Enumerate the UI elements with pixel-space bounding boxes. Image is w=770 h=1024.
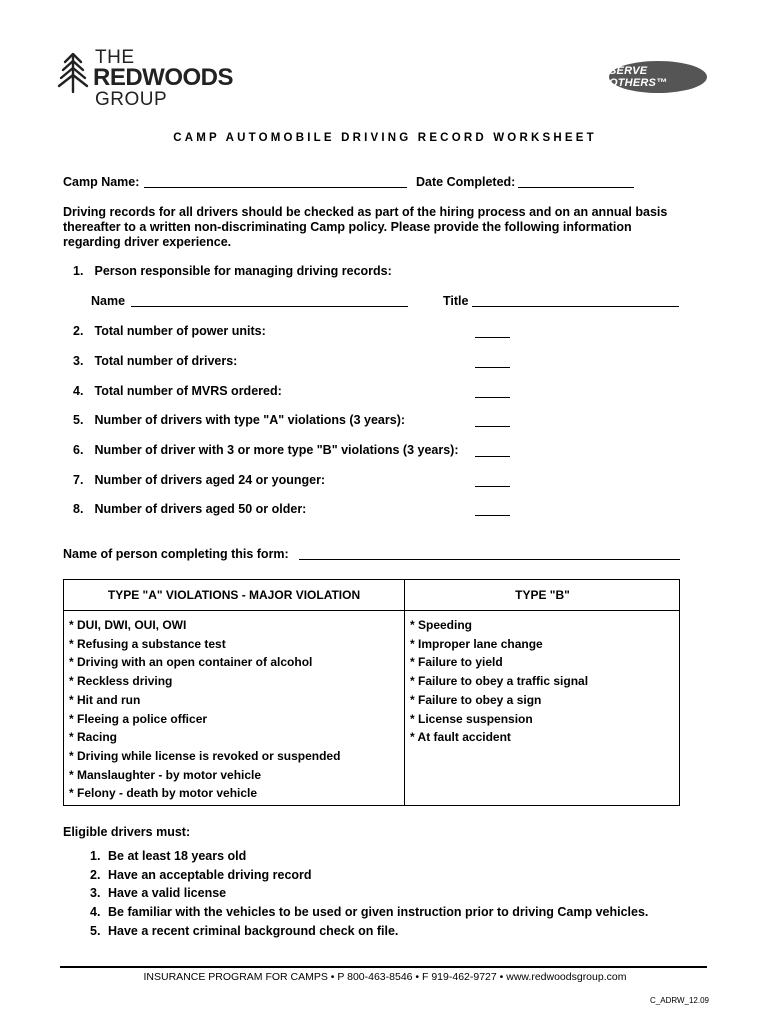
item-number: 2. [90,867,101,882]
question-number: 8. [73,502,84,516]
logo-line-group: GROUP [95,89,168,110]
camp-name-label: Camp Name: [63,175,140,189]
item-text: Have an acceptable driving record [108,867,312,882]
question-text: Number of driver with 3 or more type "B" violations (3 years): [94,443,459,457]
violations-table [63,579,680,806]
item-number: 1. [90,849,101,863]
tree-logo-icon [55,52,91,94]
question-4 [73,384,282,398]
eligible-list [90,847,648,941]
list-item: * Driving with an open container of alcohol [69,655,313,670]
question-1 [73,264,392,278]
question-4-answer[interactable] [475,397,510,398]
list-item: * DUI, DWI, OUI, OWI [69,618,187,632]
eligible-heading: Eligible drivers must: [63,825,191,839]
list-item: * Racing [69,730,118,745]
list-item: * Reckless driving [69,674,173,689]
question-number: 3. [73,354,84,368]
list-item: * Improper lane change [410,636,543,651]
responsible-name-label: Name [91,294,126,308]
responsible-name-field[interactable] [131,306,408,307]
question-8-answer[interactable] [475,515,510,516]
serve-others-badge: SERVE OTHERS™ [609,61,707,93]
responsible-title-field[interactable] [472,306,679,307]
list-item: * Felony - death by motor vehicle [69,786,258,801]
list-item [90,866,648,885]
table-column-divider [404,580,405,805]
list-item: * Failure to yield [410,655,503,670]
list-item: * At fault accident [410,730,511,745]
list-item: * Failure to obey a sign [410,692,542,707]
question-2 [73,324,266,338]
question-2-answer[interactable] [475,337,510,338]
question-text: Number of drivers with type "A" violations (3 years): [94,413,406,427]
question-text: Person responsible for managing driving records: [94,264,392,278]
question-text: Total number of drivers: [94,354,238,368]
table-header-divider [64,610,679,611]
type-b-list [410,616,588,747]
date-completed-label: Date Completed: [416,175,516,189]
question-number: 6. [73,443,84,457]
list-item [90,884,648,903]
item-text: Be familiar with the vehicles to be used or given instruction prior to driving Camp vehicles. [108,905,649,920]
question-number: 7. [73,473,84,487]
list-item: * Failure to obey a traffic signal [410,674,589,689]
footer-rule [60,966,707,968]
item-number: 5. [90,923,101,938]
document-code: C_ADRW_12.09 [650,996,709,1005]
type-b-header: TYPE "B" [515,588,570,602]
list-item: * Speeding [410,618,473,632]
list-item [90,922,648,941]
list-item [90,847,648,866]
question-text: Total number of power units: [94,324,266,338]
list-item: * Manslaughter - by motor vehicle [69,767,262,782]
intro-paragraph: Driving records for all drivers should be checked as part of the hiring process and on an annual basis thereafter to a written non-discriminating Camp policy. Please provide the following information regarding driver experience. [63,205,668,249]
list-item: * Refusing a substance test [69,636,226,651]
question-number: 5. [73,413,84,427]
question-3 [73,354,237,368]
redwoods-logo [55,48,265,110]
completing-person-field[interactable] [299,559,680,560]
question-5 [73,413,405,427]
item-text: Have a recent criminal background check on file. [108,923,399,938]
list-item: * Fleeing a police officer [69,711,208,726]
responsible-title-label: Title [443,294,469,308]
question-text: Total number of MVRS ordered: [94,384,282,398]
question-text: Number of drivers aged 50 or older: [94,502,307,516]
list-item [90,903,648,922]
question-number: 4. [73,384,84,398]
logo-line-the: THE [95,47,135,68]
date-completed-field[interactable] [518,187,634,188]
item-number: 3. [90,886,101,901]
question-number: 1. [73,264,84,278]
question-8 [73,502,306,516]
completing-person-label: Name of person completing this form: [63,547,289,561]
item-text: Have a valid license [108,886,227,901]
question-7 [73,473,325,487]
type-a-header: TYPE "A" VIOLATIONS - MAJOR VIOLATION [107,588,361,602]
logo-line-redwoods: REDWOODS [93,64,233,91]
list-item: * Driving while license is revoked or suspended [69,748,341,763]
camp-name-field[interactable] [144,187,407,188]
item-number: 4. [90,905,101,920]
type-a-list [69,616,340,803]
question-6-answer[interactable] [475,456,510,457]
question-6 [73,443,459,457]
item-text: Be at least 18 years old [108,849,247,863]
footer-contact: INSURANCE PROGRAM FOR CAMPS • P 800-463-8546 • F 919-462-9727 • www.redwoodsgroup.com [143,971,627,983]
list-item: * Hit and run [69,692,141,707]
question-7-answer[interactable] [475,486,510,487]
page-title: CAMP AUTOMOBILE DRIVING RECORD WORKSHEET [173,132,597,144]
question-text: Number of drivers aged 24 or younger: [94,473,326,487]
question-5-answer[interactable] [475,426,510,427]
list-item: * License suspension [410,711,533,726]
question-number: 2. [73,324,84,338]
question-3-answer[interactable] [475,367,510,368]
